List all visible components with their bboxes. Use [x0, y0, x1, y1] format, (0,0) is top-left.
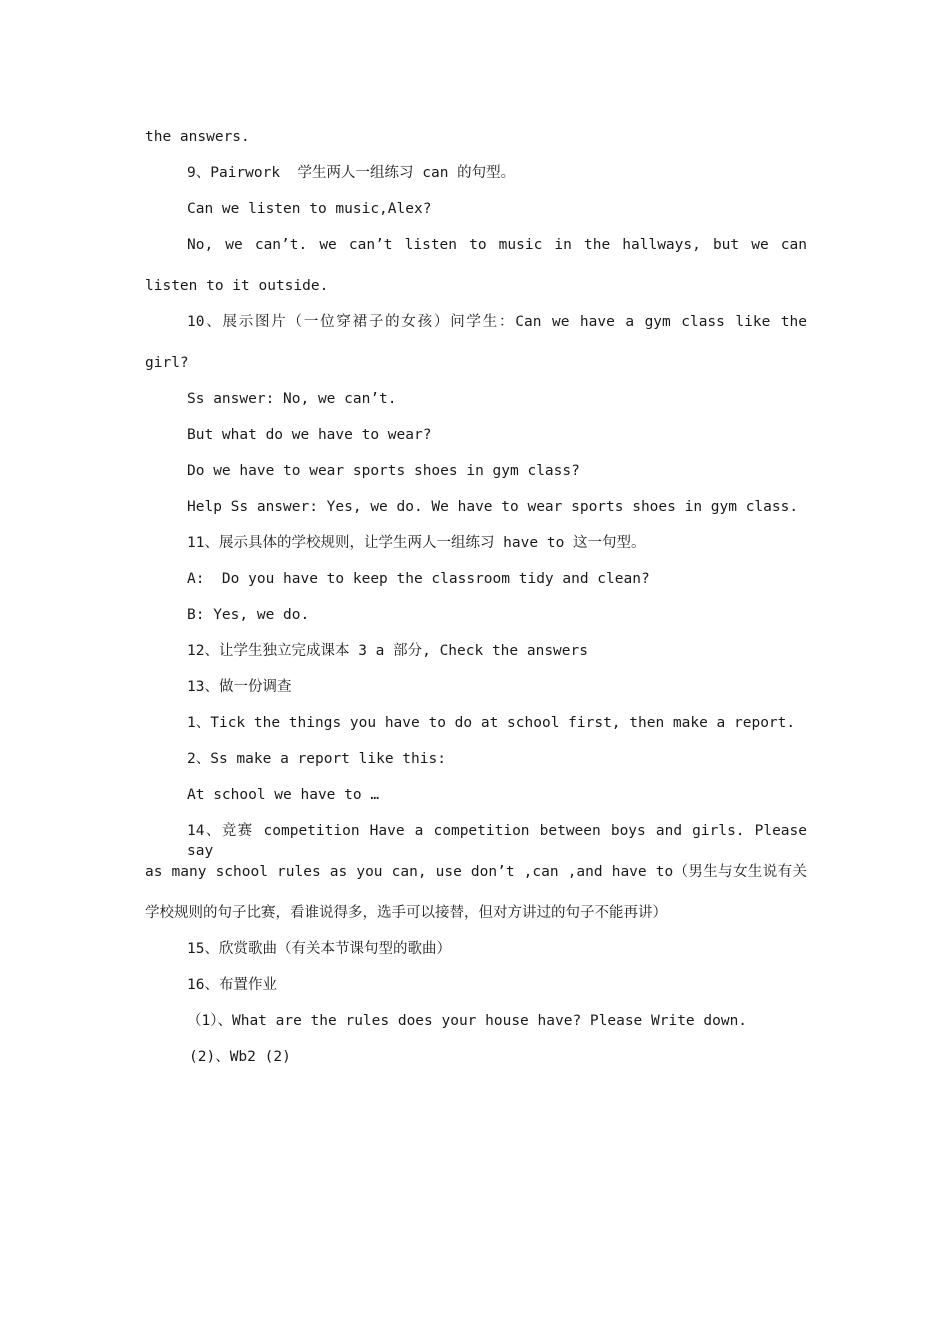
text-line: as many school rules as you can, use don’t ,can ,and have to（男生与女生说有关	[145, 864, 807, 880]
step-12-textbook: 12、让学生独立完成课本 3 a 部分, Check the answers	[187, 643, 588, 659]
text-line: At school we have to …	[187, 787, 380, 803]
text-line: 学校规则的句子比赛，看谁说得多，选手可以接替，但对方讲过的句子不能再讲）	[145, 905, 667, 921]
text-line: Can we listen to music,Alex?	[187, 201, 432, 217]
step-16-homework: 16、布置作业	[187, 977, 277, 993]
text-line: Help Ss answer: Yes, we do. We have to wear sports shoes in gym class.	[187, 499, 799, 515]
step-10-picture: 10、展示图片（一位穿裙子的女孩）问学生：Can we have a gym class like the	[187, 314, 807, 330]
text-line: Do we have to wear sports shoes in gym class?	[187, 463, 580, 479]
homework-item-2: (2)、Wb2 (2)	[189, 1049, 291, 1065]
text-line: 1、Tick the things you have to do at school first, then make a report.	[187, 715, 796, 731]
step-14-competition: 14、竞赛 competition Have a competition between boys and girls. Please say	[187, 823, 807, 859]
text-line: A: Do you have to keep the classroom tidy and clean?	[187, 571, 650, 587]
step-11-rules: 11、展示具体的学校规则，让学生两人一组练习 have to 这一句型。	[187, 535, 646, 551]
step-9-pairwork: 9、Pairwork 学生两人一组练习 can 的句型。	[187, 165, 516, 181]
text-line: girl?	[145, 355, 189, 371]
text-line: the answers.	[145, 129, 250, 145]
text-line: listen to it outside.	[145, 278, 329, 294]
text-line: No, we can’t. we can’t listen to music in the hallways, but we can	[187, 237, 807, 253]
step-15-song: 15、欣赏歌曲（有关本节课句型的歌曲）	[187, 941, 451, 957]
text-line: 2、Ss make a report like this:	[187, 751, 446, 767]
text-line: B: Yes, we do.	[187, 607, 310, 623]
homework-item-1: （1）、What are the rules does your house have? Please Write down.	[187, 1013, 748, 1029]
text-line: But what do we have to wear?	[187, 427, 432, 443]
text-line: Ss answer: No, we can’t.	[187, 391, 397, 407]
step-13-survey: 13、做一份调查	[187, 679, 292, 695]
